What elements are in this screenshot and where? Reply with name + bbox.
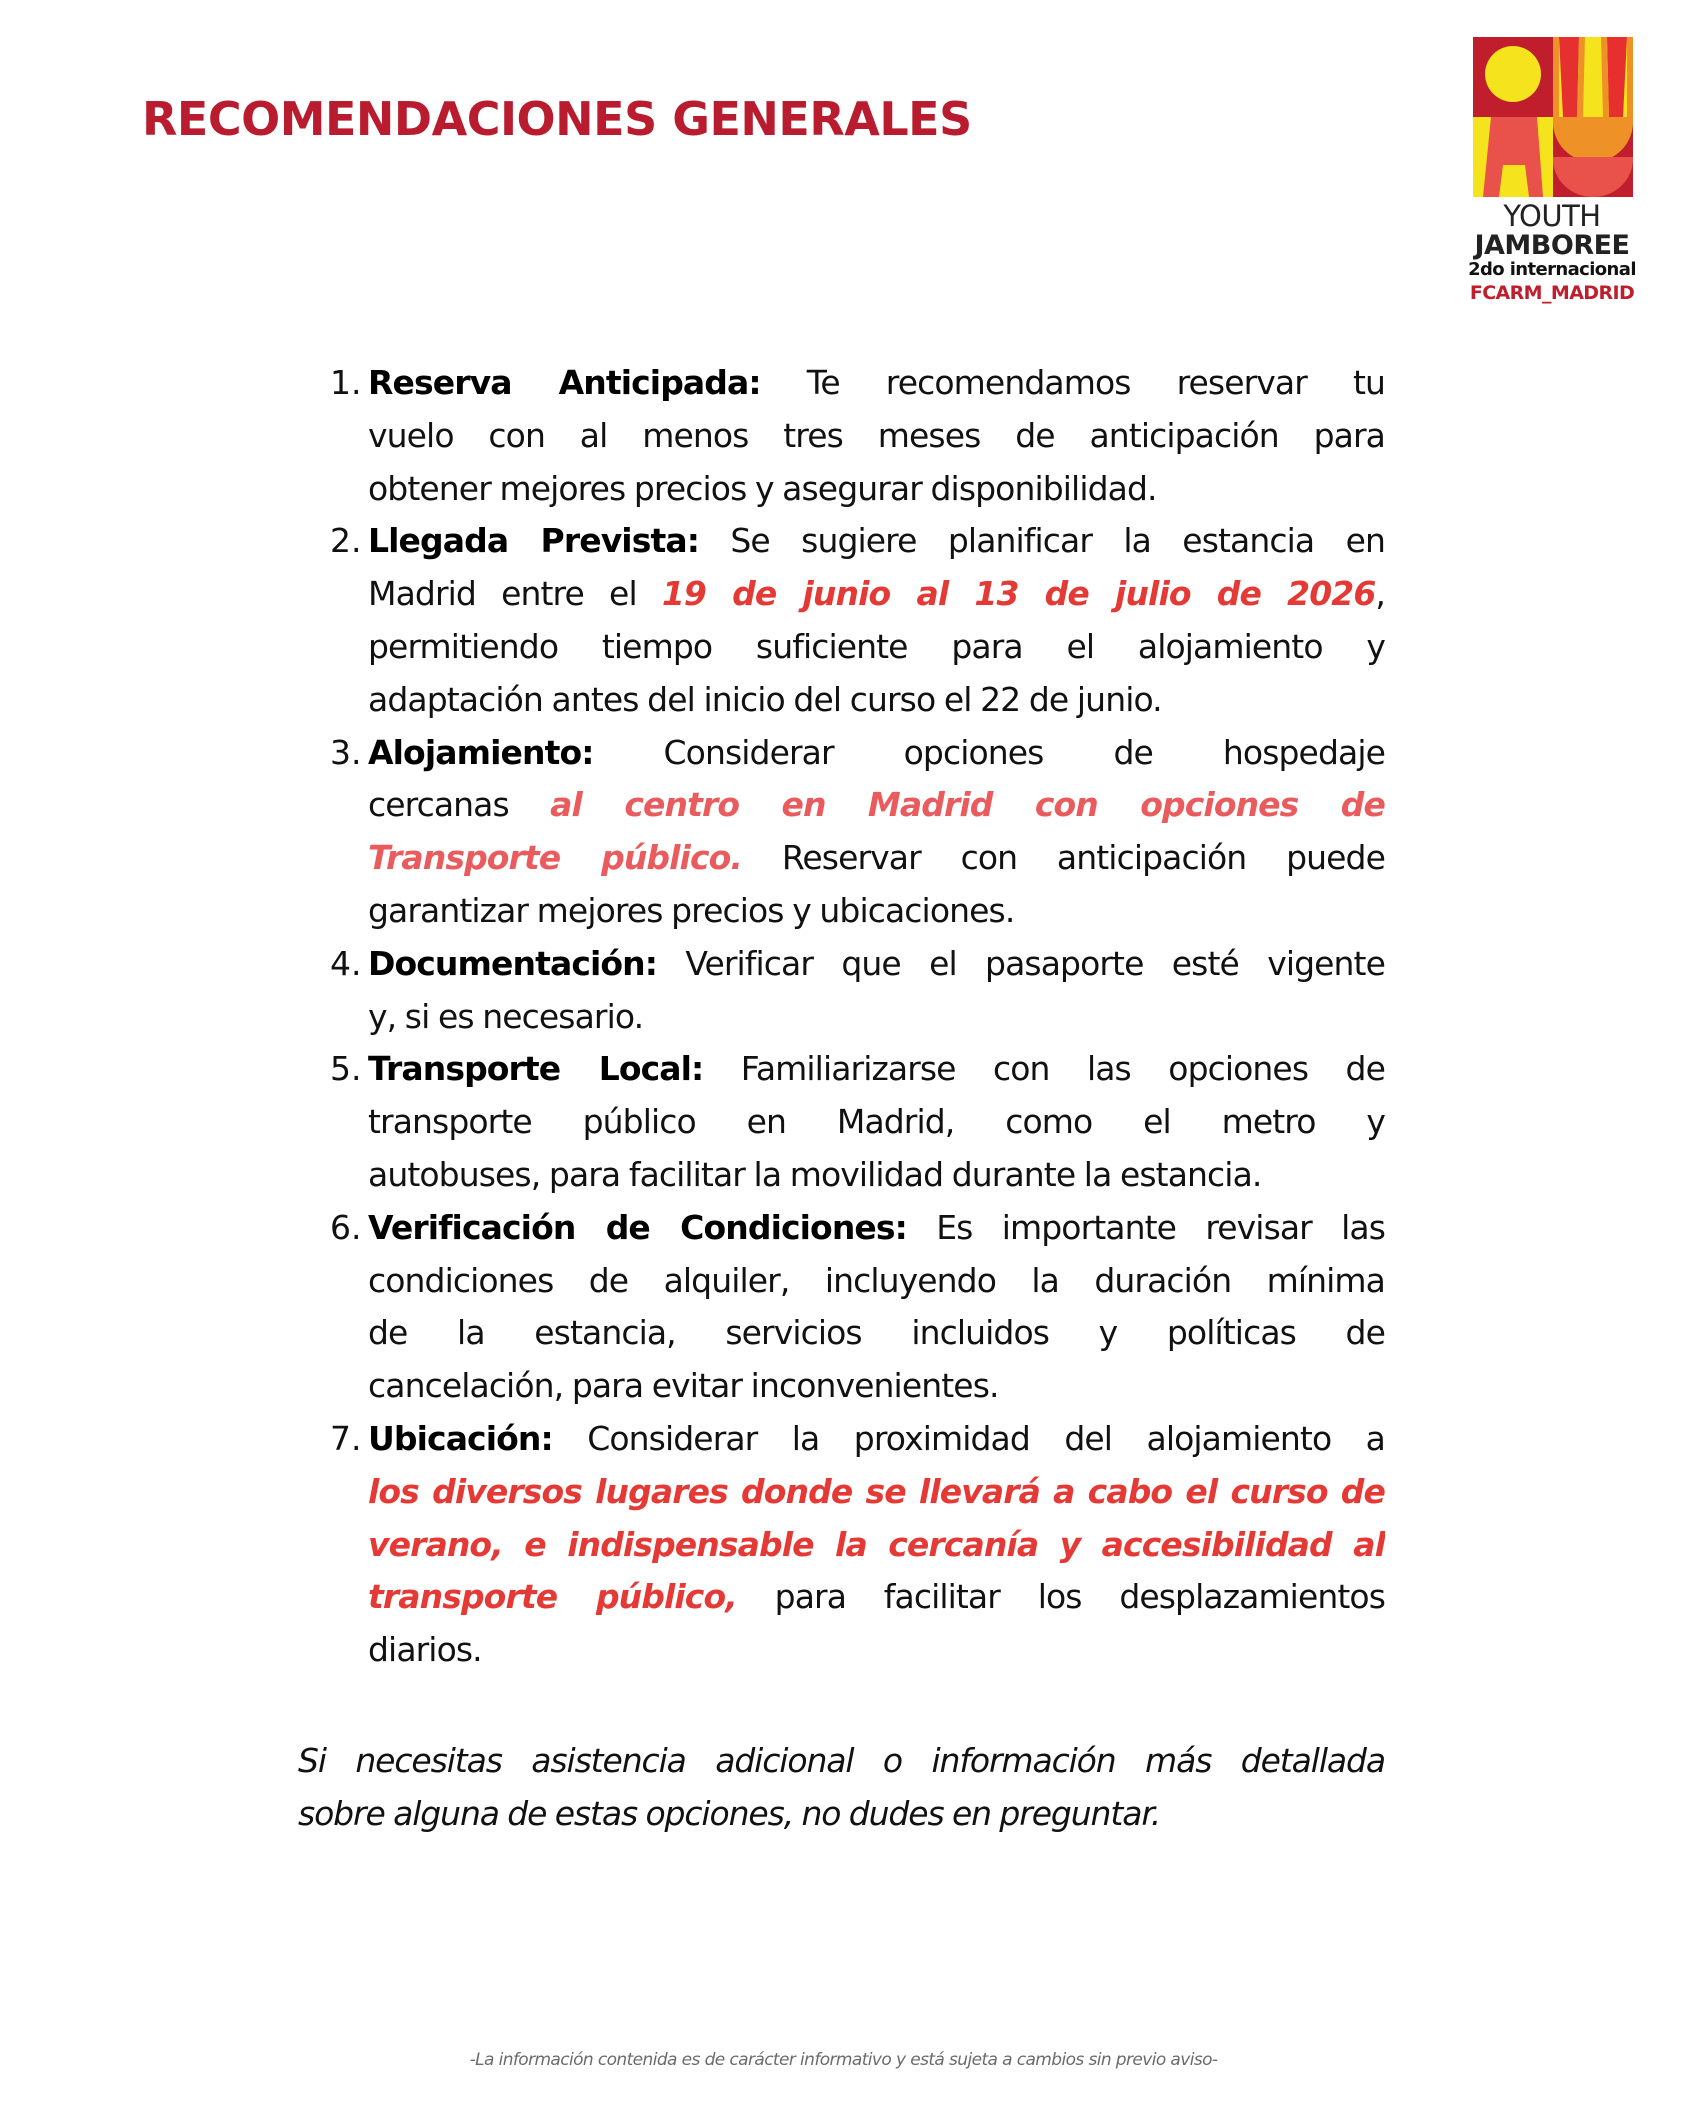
list-item — [330, 1202, 1385, 1413]
item-text: garantizar mejores precios y ubicaciones. — [368, 890, 1015, 930]
list-item-line — [368, 1255, 1385, 1308]
highlighted-text: Transporte público. — [368, 838, 743, 878]
item-heading: Ubicación: — [368, 1418, 553, 1458]
list-item-line — [368, 1413, 1385, 1466]
item-text: Te recomendamos reservar tu — [760, 363, 1385, 402]
item-heading: Verificación de Condiciones: — [368, 1207, 907, 1247]
item-heading: Alojamiento: — [368, 732, 594, 772]
closing-line: sobre alguna de estas opciones, no dudes en preguntar. — [298, 1793, 1161, 1833]
list-item-line — [368, 938, 1385, 991]
item-text: Considerar la proximidad del alojamiento a — [552, 1418, 1385, 1458]
item-text: Familiarizarse con las opciones de — [703, 1049, 1385, 1089]
list-item-line — [368, 674, 1385, 727]
list-item-line — [368, 1307, 1385, 1360]
item-heading: Llegada Prevista: — [368, 521, 699, 561]
list-item — [330, 357, 1385, 515]
item-heading: Reserva Anticipada: — [368, 363, 761, 402]
item-text: , — [1375, 574, 1385, 614]
list-item-line — [368, 568, 1385, 621]
item-text: y, si es necesario. — [368, 996, 644, 1036]
highlighted-text: los diversos lugares donde se llevará a cabo el curso de — [368, 1471, 1385, 1511]
closing-paragraph — [298, 1735, 1385, 1841]
list-item-line — [368, 832, 1385, 885]
closing-line: Si necesitas asistencia adicional o información más detallada — [298, 1741, 1385, 1780]
list-item-line — [368, 1202, 1385, 1255]
item-heading: Transporte Local: — [368, 1049, 704, 1089]
list-item-line — [368, 621, 1385, 674]
item-text: Reservar con anticipación puede — [742, 838, 1385, 878]
list-item-line — [368, 515, 1385, 568]
list-item-number: 1. — [330, 363, 362, 402]
item-heading: Documentación: — [368, 943, 658, 983]
highlighted-text: transporte público, — [368, 1577, 737, 1617]
list-item-number: 5. — [330, 1049, 362, 1089]
footer-disclaimer: -La información contenida es de carácter informativo y está sujeta a cambios sin previo aviso- — [469, 2050, 1218, 2070]
item-text: condiciones de alquiler, incluyendo la duración mínima — [368, 1260, 1385, 1300]
logo-text-youth: YOUTH — [1503, 199, 1601, 233]
item-text: cercanas — [368, 785, 551, 825]
item-text: Madrid entre el — [368, 574, 662, 614]
item-text: para facilitar los desplazamientos — [736, 1577, 1385, 1617]
list-item — [330, 1413, 1385, 1677]
list-item-number: 3. — [330, 732, 362, 772]
list-item-line — [368, 1360, 1385, 1413]
item-text: Se sugiere planificar la estancia en — [699, 521, 1385, 561]
list-item-number: 6. — [330, 1207, 362, 1247]
highlighted-text: verano, e indispensable la cercanía y accesibilidad al — [368, 1524, 1385, 1564]
list-item-line — [368, 1043, 1385, 1096]
list-item-line — [368, 1096, 1385, 1149]
logo-text-edition: 2do internacional — [1468, 259, 1636, 280]
logo-graphic — [1473, 37, 1633, 197]
list-item-line — [368, 357, 1385, 410]
item-text: obtener mejores precios y asegurar disponibilidad. — [368, 468, 1157, 508]
list-item — [330, 515, 1385, 726]
highlighted-text: 19 de junio al 13 de julio de 2026 — [661, 574, 1376, 614]
list-item-line — [368, 1624, 1385, 1677]
item-text: Considerar opciones de hospedaje — [593, 732, 1385, 772]
list-item-line — [368, 779, 1385, 832]
item-text: diarios. — [368, 1630, 482, 1670]
item-text: de la estancia, servicios incluidos y políticas de — [368, 1313, 1385, 1353]
list-item-line — [368, 1149, 1385, 1202]
list-item-line — [368, 1519, 1385, 1572]
list-item-number: 2. — [330, 521, 362, 561]
item-text: autobuses, para facilitar la movilidad durante la estancia. — [368, 1154, 1262, 1194]
item-text: vuelo con al menos tres meses de anticipación para — [368, 415, 1385, 455]
list-item-line — [368, 410, 1385, 463]
logo-text-jamboree: JAMBOREE — [1474, 230, 1630, 261]
item-text: permitiendo tiempo suficiente para el alojamiento y — [368, 626, 1385, 666]
list-item — [330, 938, 1385, 1044]
list-item-line — [368, 991, 1385, 1044]
item-text: Verificar que el pasaporte esté vigente — [657, 943, 1385, 983]
list-item-line — [368, 463, 1385, 516]
list-item-line — [368, 1466, 1385, 1519]
list-item-number: 7. — [330, 1418, 362, 1458]
list-item-line — [368, 727, 1385, 780]
list-item — [330, 727, 1385, 938]
youth-jamboree-logo — [1473, 37, 1633, 197]
logo-text-organizer: FCARM_MADRID — [1469, 282, 1635, 304]
page-title: RECOMENDACIONES GENERALES — [142, 92, 972, 146]
item-text: cancelación, para evitar inconvenientes. — [368, 1366, 999, 1406]
list-item-line — [368, 1571, 1385, 1624]
item-text: Es importante revisar las — [906, 1207, 1385, 1247]
highlighted-text: al centro en Madrid con opciones de — [550, 785, 1385, 825]
list-item-number: 4. — [330, 943, 362, 983]
recommendations-list — [330, 357, 1385, 1677]
item-text: adaptación antes del inicio del curso el 22 de junio. — [368, 679, 1162, 719]
item-text: transporte público en Madrid, como el metro y — [368, 1102, 1385, 1142]
list-item — [330, 1043, 1385, 1201]
list-item-line — [368, 885, 1385, 938]
